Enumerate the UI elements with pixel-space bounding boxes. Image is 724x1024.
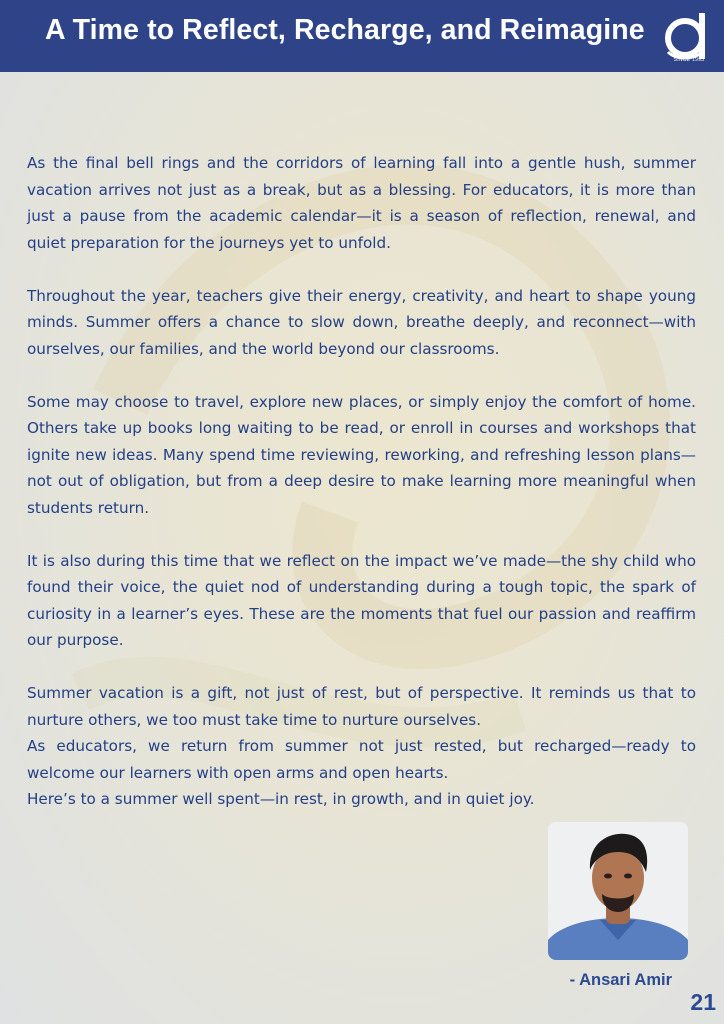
paragraph: It is also during this time that we reflect on the impact we’ve made—the shy child who found their voice, the quiet nod of understanding during a tough topic, the spark of curiosity in a learner’s eyes. These are the moments that fuel our passion and reaffirm our purpose. xyxy=(27,551,696,649)
author-portrait-image xyxy=(548,822,688,960)
paragraph: Some may choose to travel, explore new places, or simply enjoy the comfort of home. Others take up books long waiting to be read, or enroll in courses and workshops that ignite new ideas. Many spend time reviewing, reworking, and refreshing lesson plans—not out of obligation, but from a deep desire to make learning more meaningful when students return. xyxy=(27,392,696,517)
page-header xyxy=(0,0,724,72)
paragraph: Here’s to a summer well spent—in rest, in growth, and in quiet joy. xyxy=(27,790,535,808)
paragraph: Throughout the year, teachers give their energy, creativity, and heart to shape young minds. Summer offers a chance to slow down, breathe deeply, and reconnect—with ourselves, our families, and the world beyond our classrooms. xyxy=(27,286,696,358)
page-title: A Time to Reflect, Recharge, and Reimagine xyxy=(45,14,645,46)
paragraph: As educators, we return from summer not just rested, but recharged—ready to welcome our learners with open arms and open hearts. xyxy=(27,737,696,782)
article-body xyxy=(27,150,696,813)
paragraph: Summer vacation is a gift, not just of rest, but of perspective. It reminds us that to nurture others, we too must take time to nurture ourselves. xyxy=(27,684,696,729)
author-photo xyxy=(548,822,688,960)
paragraph: As the final bell rings and the corridors of learning fall into a gentle hush, summer vacation arrives not just as a break, but as a blessing. For educators, it is more than just a pause from the academic calendar—it is a season of reflection, renewal, and quiet preparation for the journeys yet to unfold. xyxy=(27,154,696,252)
logo-since-text: SINCE 1993 xyxy=(673,57,705,63)
author-name: - Ansari Amir xyxy=(569,971,672,989)
page-number: 21 xyxy=(690,989,716,1015)
